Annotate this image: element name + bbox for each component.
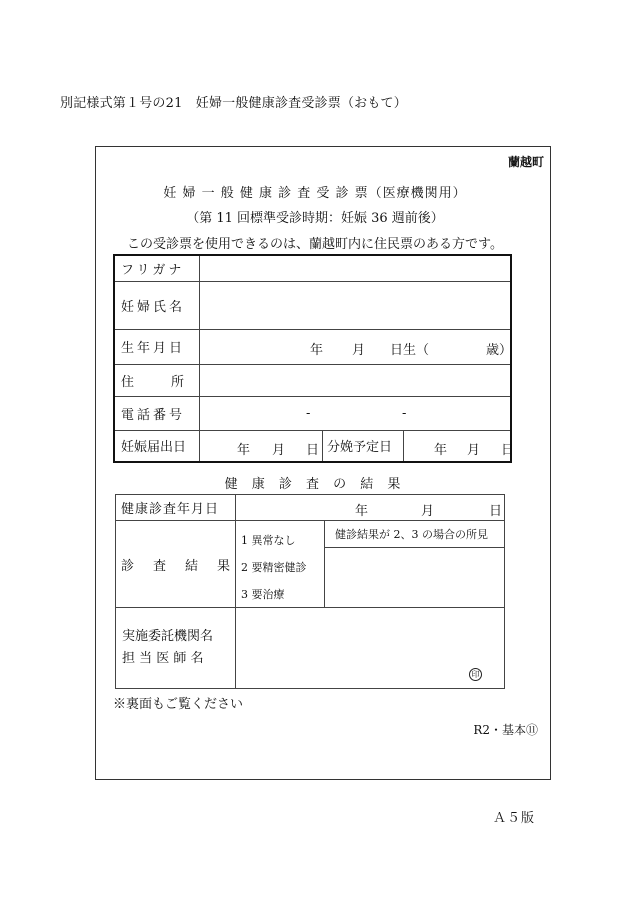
furigana-field[interactable]: [200, 255, 512, 281]
pregnancy-report-label: 妊娠届出日: [114, 430, 200, 462]
report-day: 日: [306, 442, 320, 458]
exam-month: 月: [421, 504, 435, 519]
dob-field[interactable]: [200, 329, 512, 364]
due-month: 月: [467, 442, 481, 458]
due-date-field[interactable]: [404, 430, 515, 462]
form-code: R2・基本⑪: [473, 723, 538, 737]
institution-field[interactable]: [236, 608, 505, 689]
form-number-title: 別記様式第１号の21 妊婦一般健康診査受診票（おもて）: [60, 96, 407, 111]
exam-year: 年: [355, 504, 369, 519]
form-main-title: 妊 婦 一 般 健 康 診 査 受 診 票（医療機関用）: [163, 186, 467, 201]
exam-date-label: 健康診査年月日: [116, 495, 236, 521]
pregnancy-report-date-field[interactable]: [200, 430, 323, 462]
exam-results-table: [115, 494, 505, 689]
eligibility-note: この受診票を使用できるのは、蘭越町内に住民票のある方です。: [127, 237, 503, 252]
town-name: 蘭越町: [507, 155, 544, 169]
patient-info-table: [113, 254, 515, 463]
option-treatment[interactable]: 3 要治療: [241, 588, 285, 601]
seal-icon: 印: [469, 668, 482, 681]
address-label: 住 所: [114, 364, 200, 396]
dob-label: 生年月日: [114, 329, 200, 364]
dob-year: 年: [310, 342, 324, 358]
phone-label: 電話番号: [114, 396, 200, 430]
report-year: 年: [237, 442, 251, 458]
paper-size: Ａ５版: [492, 811, 535, 826]
name-field[interactable]: [200, 281, 512, 329]
exam-date-field[interactable]: [236, 495, 505, 521]
option-detailed-exam[interactable]: 2 要精密健診: [241, 561, 307, 574]
phone-separator: -: [402, 405, 407, 421]
due-date-label: 分娩予定日: [323, 430, 404, 462]
findings-header: 健診結果が 2、3 の場合の所見: [325, 521, 505, 548]
results-heading: 健 康 診 査 の 結 果: [224, 477, 406, 492]
dob-month: 月: [352, 342, 366, 358]
result-label: 診 査 結 果: [116, 521, 236, 608]
form-subtitle: （第 11 回標準受診時期：妊娠 36 週前後）: [186, 211, 444, 226]
option-no-abnormality[interactable]: 1 異常なし: [241, 534, 296, 547]
due-year: 年: [434, 442, 448, 458]
phone-field[interactable]: [200, 396, 512, 430]
name-label: 妊婦氏名: [114, 281, 200, 329]
dob-day-born: 日生（: [390, 342, 430, 358]
see-back-note: ※裏面もご覧ください: [113, 697, 244, 712]
exam-day: 日: [489, 504, 503, 519]
report-month: 月: [272, 442, 286, 458]
phone-separator: -: [306, 405, 311, 421]
address-field[interactable]: [200, 364, 512, 396]
due-day: 日: [501, 442, 515, 458]
findings-field[interactable]: [325, 547, 505, 607]
furigana-label: フリガナ: [114, 255, 200, 281]
institution-label: 実施委託機関名 担 当 医 師 名: [116, 608, 236, 689]
dob-age: 歳）: [486, 342, 513, 358]
result-options: [236, 521, 325, 608]
